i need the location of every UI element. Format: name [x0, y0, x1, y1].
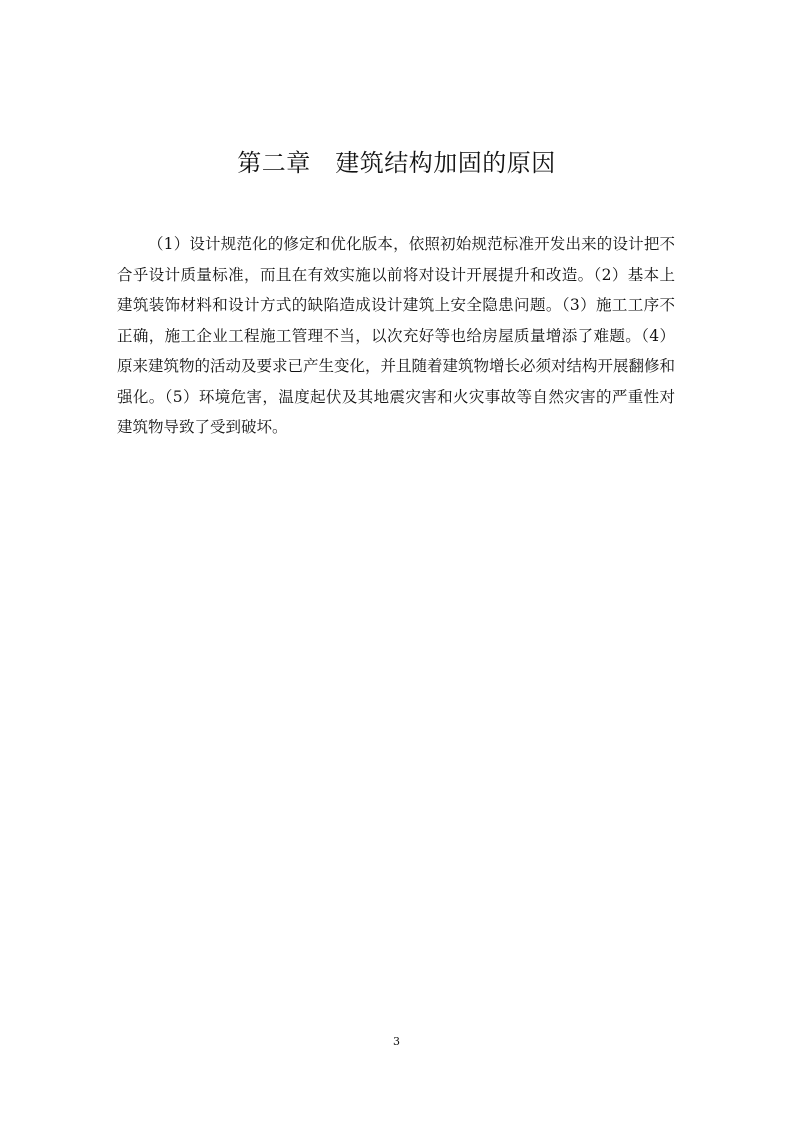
chapter-title: 第二章 建筑结构加固的原因 — [237, 149, 556, 177]
body-paragraph: （1）设计规范化的修定和优化版本，依照初始规范标准开发出来的设计把不合乎设计质量标准，而且在有效实施以前将对设计开展提升和改造。（2）基本上建筑装饰材料和设计方式的缺陷造成设计建筑上安全隐患问题。（3）施工工序不正确，施工企业工程施工管理不当，以次充好等也给房屋质量增添了难题。（4）原来建筑物的活动及要求已产生变化，并且随着建筑物增长必须对结构开展翻修和强化。（5）环境危害，温度起伏及其地震灾害和火灾事故等自然灾害的严重性对建筑物导致了受到破坏。 — [117, 235, 676, 436]
page-number: 3 — [393, 1035, 400, 1048]
